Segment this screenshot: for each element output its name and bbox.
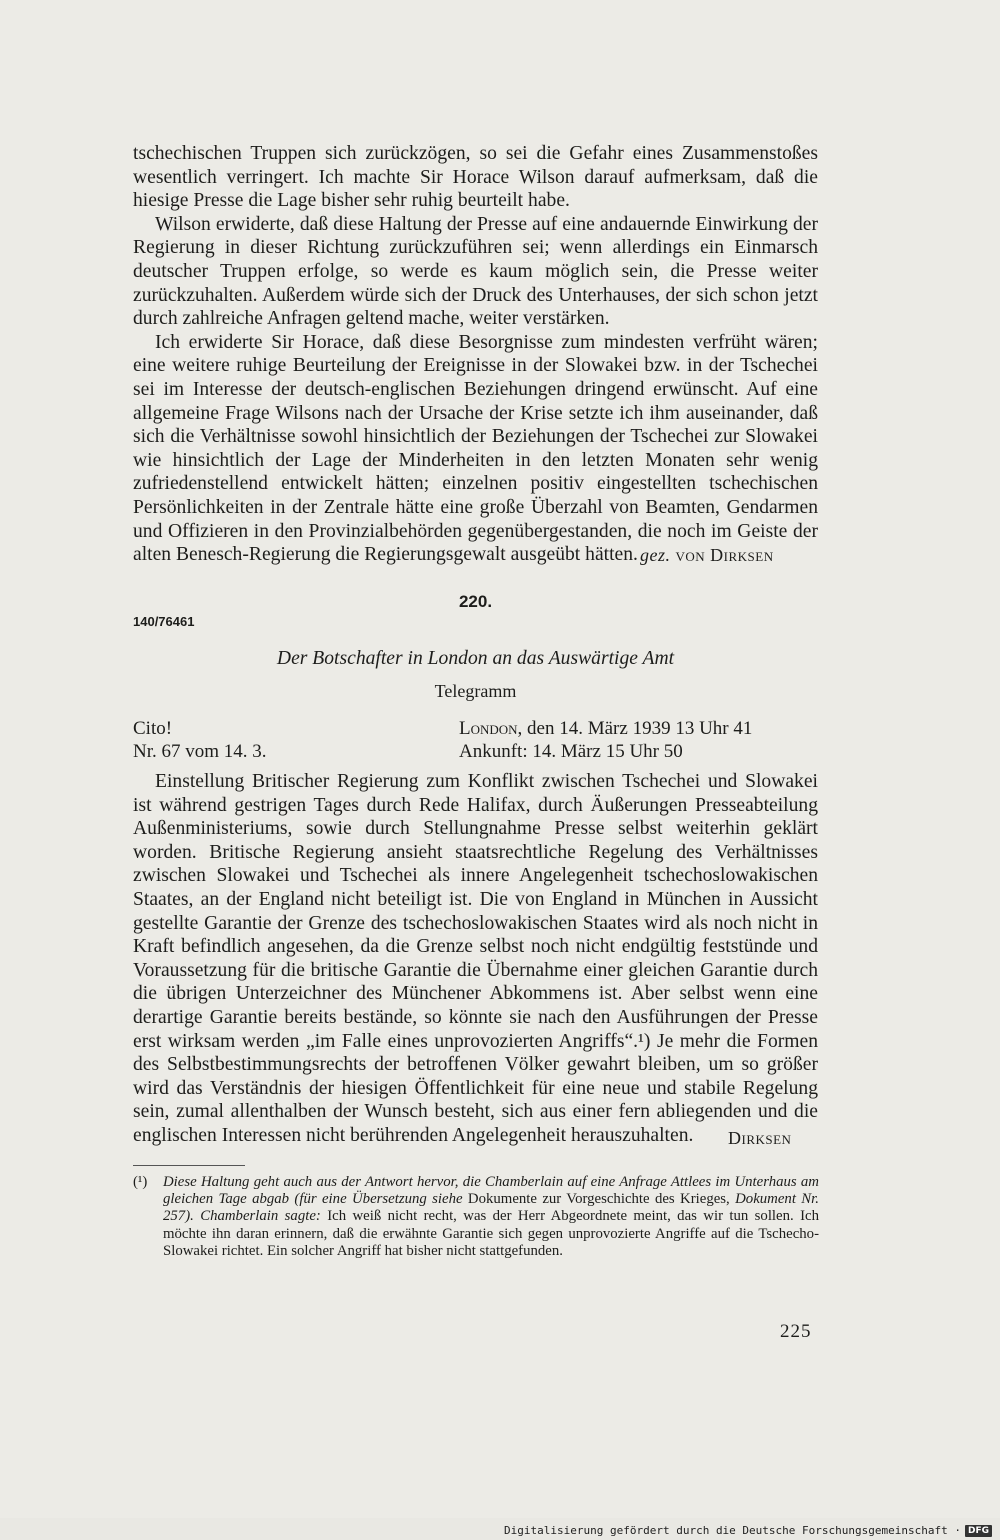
text-column (133, 142, 818, 567)
document-220 (133, 590, 818, 1150)
paragraph-wilson-reply: Wilson erwiderte, daß diese Haltung der Presse auf eine andauernde Einwirkung der Regierung in dieser Richtung zurückzuführen sei; wenn allerdings ein Einmarsch deutscher Truppen erfolge, so werde es kaum möglich sein, die Presse weiter zurückzuhalten. Außerdem würde sich der Druck des Unterhauses, der sich schon jetzt durch zahlreiche Anfragen geltend mache, weiter verstärken. (133, 213, 818, 330)
telegram-body: Einstellung Britischer Regierung zum Konflikt zwischen Tschechei und Slowakei ist während gestrigen Tages durch Rede Halifax, durch Äußerungen Presseabteilung Außenministeriums, sowie durch Stellungnahme Presse selbst weiterhin geklärt worden. Britische Regierung ansieht staatsrechtliche Regelung des Verhältnisses zwischen Slowakei und Tschechei als innere Angelegenheit tschechoslowakischen Staates, an der England nicht beteiligt ist. Die von England in München in Aussicht gestellte Garantie der Grenze des tschechoslowakischen Staates wird als noch nicht in Kraft befindlich angesehen, da die Grenze selbst noch nicht endgültig feststünde und Voraussetzung für die britische Garantie die Übernahme einer gleichen Garantie durch die übrigen Unterzeichner des Münchener Abkommens ist. Aber selbst wenn eine derartige Garantie bereits bestände, so könnte sie nach den Ausführungen der Presse erst wirksam werden „im Falle eines unprovozierten Angriffs“.¹) Je mehr die Formen des Selbstbestimmungsrechts der betroffenen Völker gewahrt bleiben, um so größer wird das Verständnis der hiesigen Öffentlichkeit für eine neue und stabile Regelung sein, zumal allenthalben der Wunsch besteht, sich aus einer fern abliegenden und die englischen Interessen nicht berührenden Angelegenheit herauszuhalten. (133, 771, 818, 1146)
document-type: Telegramm (434, 681, 517, 701)
footnote-roman-1: Dokumente zur Vorgeschichte des Krieges, (462, 1191, 736, 1208)
signature-prefix: gez. (640, 545, 671, 565)
footnote-italic-1: Diese Haltung geht auch aus der Antwort hervor, die Chamberlain auf eine Anfrage Attlees im Unterhaus am gleichen Tage abgab (für eine Übersetzung siehe (163, 1174, 819, 1208)
sent-line (459, 717, 752, 740)
footnote-roman-2: Ich weiß nicht recht, was der Herr Abgeordnete meint, das wir tun sollen. Ich möchte ihn daran erinnern, daß die erwähnte Garantie sich gegen unprovozierte Angriffe auf die Tschecho-Slowakei richtet. Ein solcher Angriff hat bisher nicht stattgefunden. (163, 1208, 819, 1259)
document-reference: 140/76461 (133, 614, 195, 629)
page-number: 225 (780, 1321, 812, 1342)
sent-time: , den 14. März 1939 13 Uhr 41 (517, 718, 753, 739)
telegram-number: Nr. 67 vom 14. 3. (133, 741, 267, 762)
signature-gez-von-dirksen (640, 545, 774, 566)
footnote-mark: (¹) (133, 1174, 148, 1190)
dfg-logo-icon: DFG (965, 1525, 992, 1537)
digitization-credit (504, 1524, 992, 1537)
place: London (459, 718, 518, 739)
document-number: 220. (458, 592, 493, 611)
footnote-italic-2: Dokument Nr. 257). Chamberlain sagte: (163, 1191, 819, 1225)
footnote-text (163, 1174, 819, 1260)
document-heading: Der Botschafter in London an das Auswärtige Amt (276, 648, 675, 669)
signature-dirksen: Dirksen (728, 1128, 792, 1148)
priority-mark: Cito! (133, 718, 173, 739)
footnote-rule (133, 1165, 245, 1166)
paragraph-dirksen-reply: Ich erwiderte Sir Horace, daß diese Besorgnisse zum mindesten verfrüht wären; eine weitere ruhige Beurteilung der Ereignisse in der Slowakei bzw. in der Tschechei sei im Interesse der deutsch-englischen Beziehungen dringend erwünscht. Auf eine allgemeine Frage Wilsons nach der Ursache der Krise setzte ich ihm auseinander, daß sich die Verhältnisse sowohl hinsichtlich der Beziehungen der Tschechei zur Slowakei wie hinsichtlich der Lage der Minderheiten in den letzten Monaten sehr wenig zufriedenstellend entwickelt hätten; einzelnen positiv eingestellten tschechischen Persönlichkeiten in der Zentrale hätte eine große Überzahl von Beamten, Gendarmen und Offizieren in den Provinzialbehörden gegenübergestanden, die noch im Geiste der alten Benesch-Regierung die Regierungsgewalt ausgeübt hätten. (133, 331, 818, 566)
credit-text: Digitalisierung gefördert durch die Deutsche Forschungsgemeinschaft · (504, 1524, 961, 1537)
paragraph-continuation: tschechischen Truppen sich zurückzögen, so sei die Gefahr eines Zusammenstoßes wesentlich verringert. Ich machte Sir Horace Wilson darauf aufmerksam, daß die hiesige Presse die Lage bisher sehr ruhig beurteilt habe. (133, 143, 818, 212)
arrival-line: Ankunft: 14. März 15 Uhr 50 (459, 741, 683, 762)
signature-name: von Dirksen (675, 545, 774, 565)
footnote (133, 1174, 819, 1260)
